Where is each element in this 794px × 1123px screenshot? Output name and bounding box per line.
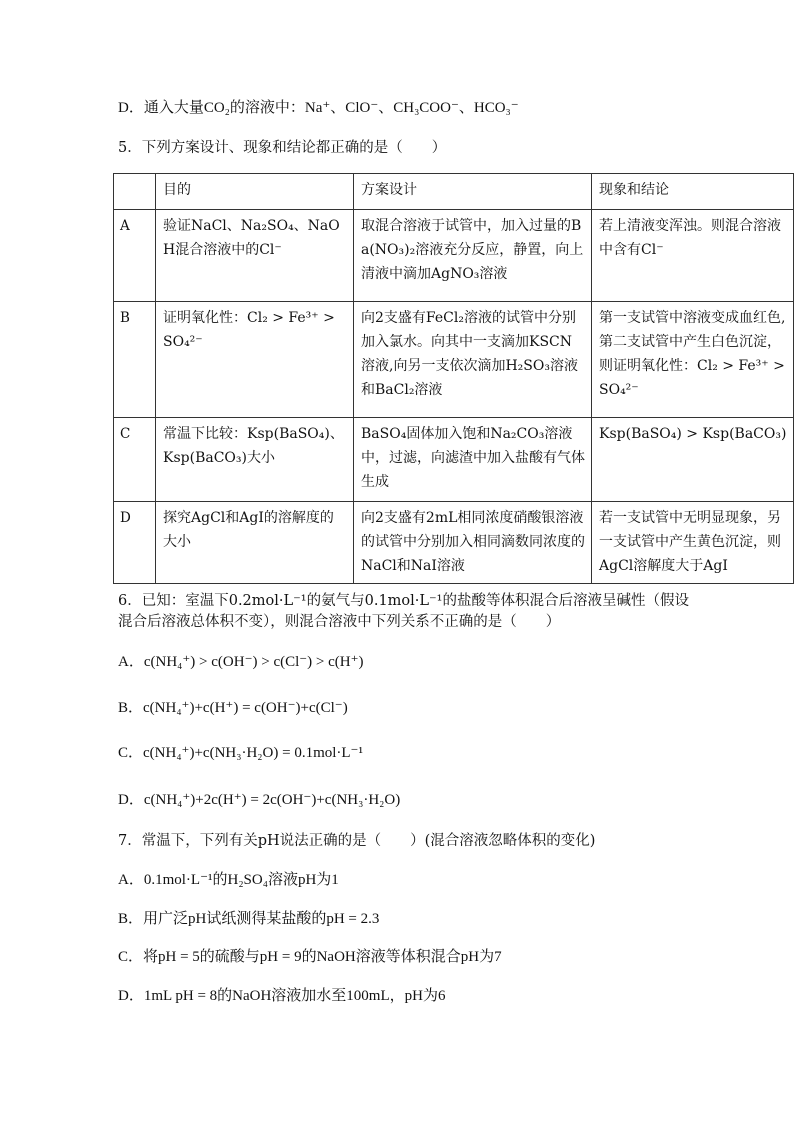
table-header-cell	[114, 174, 156, 210]
row-purpose: 常温下比较：Ksp(BaSO₄)、Ksp(BaCO₃)大小	[156, 418, 354, 502]
q7-option-a: A．0.1mol·L⁻¹的H₂SO₄溶液pH为1	[118, 872, 339, 888]
q7-stem: 7．常温下，下列有关pH说法正确的是（ ）(混合溶液忽略体积的变化)	[118, 833, 596, 849]
table-row	[114, 302, 794, 418]
row-result: 若一支试管中无明显现象，另一支试管中产生黄色沉淀，则AgCl溶解度大于AgI	[592, 502, 794, 584]
row-purpose: 验证NaCl、Na₂SO₄、NaOH混合溶液中的Cl⁻	[156, 210, 354, 302]
row-letter: D	[114, 502, 156, 584]
row-design: BaSO₄固体加入饱和Na₂CO₃溶液中，过滤，向滤渣中加入盐酸有气体生成	[354, 418, 592, 502]
row-letter: B	[114, 302, 156, 418]
q6-option-d: D．c(NH₄⁺)+2c(H⁺) = 2c(OH⁻)+c(NH₃·H₂O)	[118, 792, 401, 808]
q7-option-b: B．用广泛pH试纸测得某盐酸的pH = 2.3	[118, 911, 380, 927]
table-row	[114, 210, 794, 302]
q5-table	[113, 173, 794, 584]
q6-option-a: A．c(NH₄⁺) > c(OH⁻) > c(Cl⁻) > c(H⁺)	[118, 654, 364, 670]
table-header-row	[114, 174, 794, 210]
row-letter: C	[114, 418, 156, 502]
row-design: 取混合溶液于试管中，加入过量的Ba(NO₃)₂溶液充分反应，静置，向上清液中滴加AgNO₃溶液	[354, 210, 592, 302]
q4-option-d: D．通入大量CO₂的溶液中：Na⁺、ClO⁻、CH₃COO⁻、HCO₃⁻	[118, 100, 519, 116]
row-result: 若上清液变浑浊。则混合溶液中含有Cl⁻	[592, 210, 794, 302]
q6-option-c: C．c(NH₄⁺)+c(NH₃·H₂O) = 0.1mol·L⁻¹	[118, 745, 363, 761]
q7-option-d: D．1mL pH = 8的NaOH溶液加水至100mL，pH为6	[118, 988, 446, 1004]
q5-stem: 5．下列方案设计、现象和结论都正确的是（ ）	[118, 140, 447, 156]
table-row	[114, 418, 794, 502]
q7-option-c: C．将pH = 5的硫酸与pH = 9的NaOH溶液等体积混合pH为7	[118, 949, 502, 965]
table-header-cell: 现象和结论	[592, 174, 794, 210]
q6-option-b: B．c(NH₄⁺)+c(H⁺) = c(OH⁻)+c(Cl⁻)	[118, 700, 348, 716]
row-design: 向2支盛有FeCl₂溶液的试管中分别加入氯水。向其中一支滴加KSCN溶液,向另一支依次滴加H₂SO₃溶液和BaCl₂溶液	[354, 302, 592, 418]
table-header-cell: 方案设计	[354, 174, 592, 210]
q6-stem-line2: 混合后溶液总体积不变），则混合溶液中下列关系不正确的是（ ）	[118, 614, 561, 630]
row-letter: A	[114, 210, 156, 302]
row-result: 第一支试管中溶液变成血红色,第二支试管中产生白色沉淀，则证明氧化性：Cl₂ > Fe³⁺ > SO₄²⁻	[592, 302, 794, 418]
row-result: Ksp(BaSO₄) > Ksp(BaCO₃)	[592, 418, 794, 502]
row-purpose: 证明氧化性：Cl₂ > Fe³⁺ > SO₄²⁻	[156, 302, 354, 418]
table-header-cell: 目的	[156, 174, 354, 210]
row-design: 向2支盛有2mL相同浓度硝酸银溶液的试管中分别加入相同滴数同浓度的NaCl和NaI溶液	[354, 502, 592, 584]
table-row	[114, 502, 794, 584]
row-purpose: 探究AgCl和AgI的溶解度的大小	[156, 502, 354, 584]
q6-stem-line1: 6．已知：室温下0.2mol·L⁻¹的氨气与0.1mol·L⁻¹的盐酸等体积混合后溶液呈碱性（假设	[118, 593, 689, 609]
